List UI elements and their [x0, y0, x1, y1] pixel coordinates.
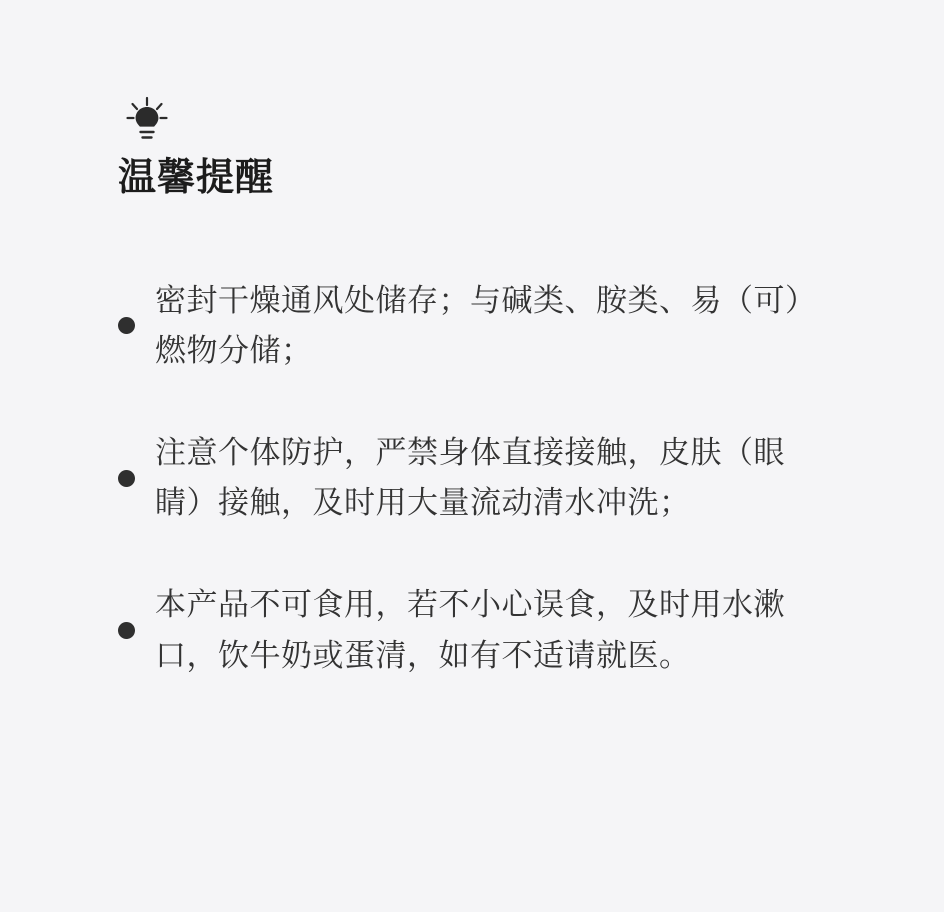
bullet-icon [118, 317, 135, 334]
tips-list [118, 276, 826, 681]
list-item-text: 本产品不可食用，若不小心误食，及时用水漱口，饮牛奶或蛋清，如有不适请就医。 [155, 587, 785, 673]
page-title: 温馨提醒 [118, 157, 275, 199]
lightbulb-idea-icon [125, 96, 169, 142]
list-item [118, 276, 826, 376]
bullet-icon [118, 622, 135, 639]
list-item-text: 注意个体防护，严禁身体直接接触，皮肤（眼睛）接触，及时用大量流动清水冲洗； [155, 435, 785, 521]
bullet-icon [118, 470, 135, 487]
list-item [118, 428, 826, 528]
list-item [118, 580, 826, 680]
list-item-text: 密封干燥通风处储存；与碱类、胺类、易（可）燃物分储； [155, 282, 817, 368]
